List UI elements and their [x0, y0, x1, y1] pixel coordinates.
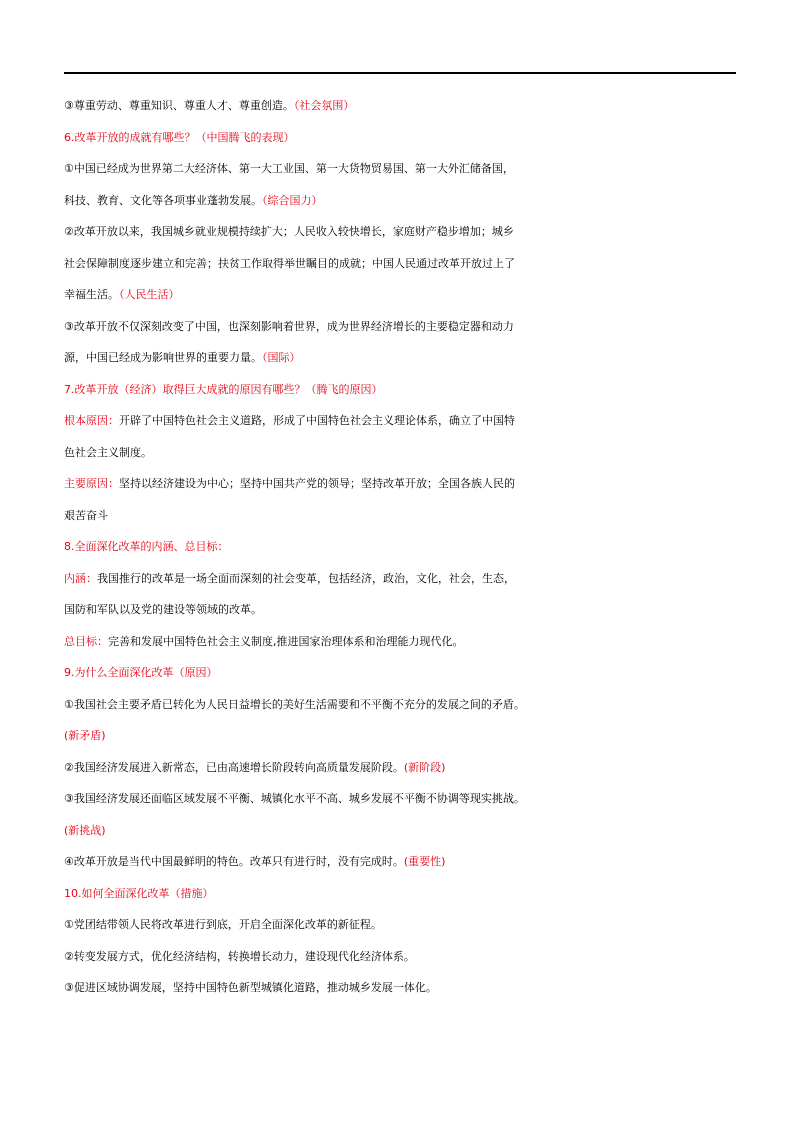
- text-line: [64, 972, 744, 1004]
- line-text: ①党团结带领人民将改革进行到底，开启全面深化改革的新征程。: [64, 918, 382, 931]
- line-tag: (新挑战): [64, 823, 106, 837]
- heading-text: 6.改革开放的成就有哪些？（中国腾飞的表现）: [64, 130, 295, 144]
- text-line: [64, 846, 744, 878]
- section-heading: [64, 531, 744, 563]
- text-line: [64, 405, 744, 437]
- line-text: ③促进区域协调发展，坚持中国特色新型城镇化道路，推动城乡发展一体化。: [64, 981, 437, 994]
- text-line: [64, 941, 744, 973]
- text-line: [64, 720, 744, 752]
- line-text: ③改革开放不仅深刻改变了中国，也深刻影响着世界，成为世界经济增长的主要稳定器和动力: [64, 319, 514, 333]
- text-line: [64, 437, 744, 469]
- text-line: [64, 468, 744, 500]
- line-tag: (新阶段): [403, 760, 446, 774]
- line-text: ①我国社会主要矛盾已转化为人民日益增长的美好生活需要和不平衡不充分的发展之间的矛盾。: [64, 697, 525, 711]
- line-text: 我国推行的改革是一场全面而深刻的社会变革，包括经济，政治，文化，社会，生态，: [97, 571, 515, 585]
- text-line: [64, 500, 744, 532]
- line-text: ②改革开放以来，我国城乡就业规模持续扩大；人民收入较快增长，家庭财产稳步增加；城乡: [64, 225, 514, 238]
- section-heading: [64, 657, 744, 689]
- text-line: [64, 153, 744, 185]
- top-rule: [64, 72, 736, 74]
- text-line: [64, 594, 744, 626]
- line-text: ②我国经济发展进入新常态，已由高速增长阶段转向高质量发展阶段。: [64, 760, 404, 774]
- section-heading: [64, 374, 744, 406]
- line-text: ④改革开放是当代中国最鲜明的特色。改革只有进行时，没有完成时。: [64, 855, 404, 868]
- line-text: 艰苦奋斗: [64, 508, 108, 522]
- line-text: 完善和发展中国特色社会主义制度,推进国家治理体系和治理能力现代化。: [108, 634, 464, 648]
- text-line: [64, 279, 744, 311]
- text-line: [64, 783, 744, 815]
- text-line: [64, 216, 744, 248]
- line-text: 国防和军队以及党的建设等领域的改革。: [64, 603, 262, 616]
- line-label: 内涵：: [64, 571, 97, 585]
- line-label: 总目标：: [64, 634, 108, 648]
- line-tag: （社会氛围）: [293, 99, 355, 112]
- line-text: 开辟了中国特色社会主义道路，形成了中国特色社会主义理论体系，确立了中国特: [119, 414, 515, 427]
- text-line: [64, 90, 744, 122]
- document-body: [64, 90, 744, 1004]
- text-line: [64, 311, 744, 343]
- line-text: 色社会主义制度。: [64, 445, 152, 459]
- section-heading: [64, 122, 744, 154]
- line-text: 社会保障制度逐步建立和完善；扶贫工作取得举世瞩目的成就；中国人民通过改革开放过上了: [64, 256, 515, 270]
- line-text: ③我国经济发展还面临区域发展不平衡、城镇化水平不高、城乡发展不平衡不协调等现实挑战。: [64, 792, 525, 805]
- text-line: [64, 689, 744, 721]
- heading-text: 8.全面深化改革的内涵、总目标：: [64, 540, 229, 553]
- line-text: ②转变发展方式，优化经济结构，转换增长动力，建设现代化经济体系。: [64, 949, 415, 963]
- line-label: 主要原因：: [64, 477, 119, 490]
- line-tag: (新矛盾): [64, 729, 106, 742]
- text-line: [64, 185, 744, 217]
- line-text: 源，中国已经成为影响世界的重要力量。: [64, 351, 262, 364]
- line-tag: （人民生活）: [119, 288, 180, 301]
- text-line: [64, 342, 744, 374]
- line-tag: （国际）: [262, 351, 301, 364]
- heading-text: 7.改革开放（经济）取得巨大成就的原因有哪些？（腾飞的原因）: [64, 382, 383, 396]
- line-text: 幸福生活。: [64, 288, 119, 301]
- text-line: [64, 626, 744, 658]
- heading-text: 9.为什么全面深化改革（原因）: [64, 666, 218, 679]
- line-text: 科技、教育、文化等各项事业蓬勃发展。: [64, 193, 262, 207]
- text-line: [64, 248, 744, 280]
- heading-text: 10.如何全面深化改革（措施）: [64, 886, 214, 900]
- text-line: [64, 815, 744, 847]
- section-heading: [64, 878, 744, 910]
- line-text: ③尊重劳动、尊重知识、尊重人才、尊重创造。: [64, 99, 294, 112]
- text-line: [64, 563, 744, 595]
- line-text: ①中国已经成为世界第二大经济体、第一大工业国、第一大货物贸易国、第一大外汇储备国，: [64, 162, 514, 175]
- text-line: [64, 752, 744, 784]
- line-tag: （综合国力）: [262, 193, 323, 207]
- line-tag: (重要性): [403, 855, 446, 868]
- line-text: 坚持以经济建设为中心；坚持中国共产党的领导；坚持改革开放；全国各族人民的: [119, 477, 515, 490]
- text-line: [64, 909, 744, 941]
- line-label: 根本原因：: [64, 414, 119, 427]
